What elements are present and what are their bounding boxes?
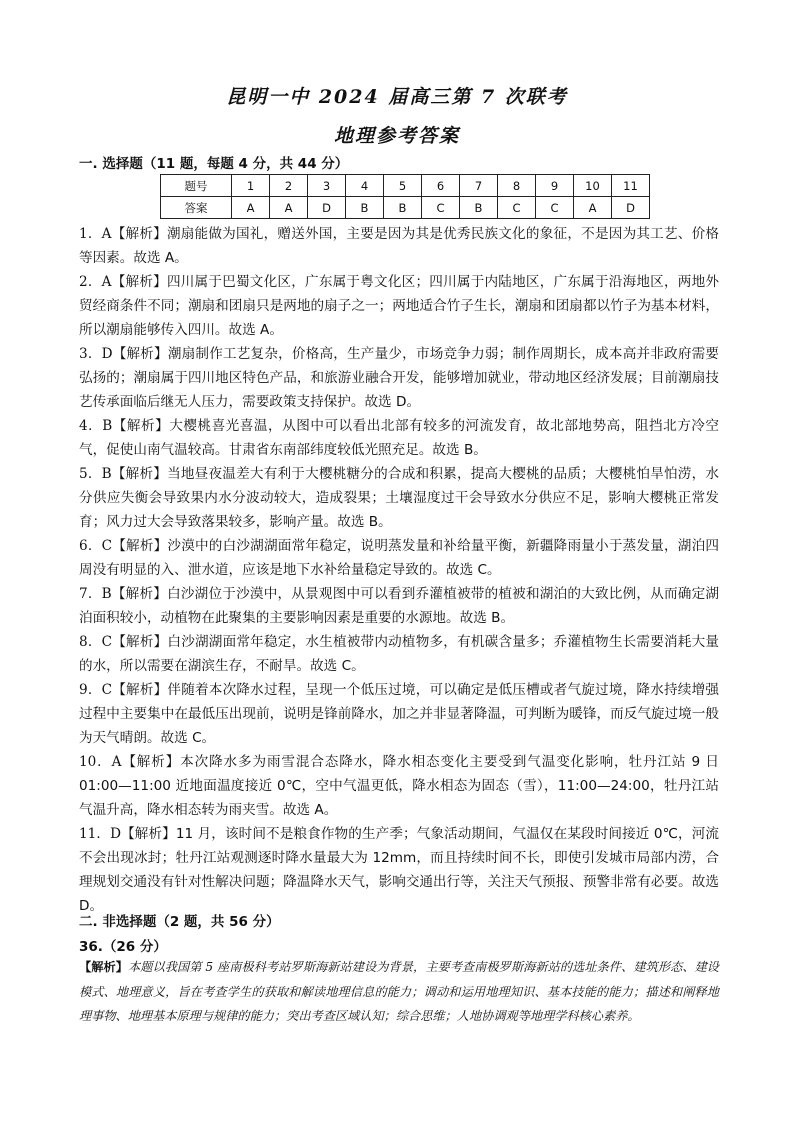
item-tag: 5．B【解析】 xyxy=(79,466,168,482)
answer-cell: C xyxy=(498,197,536,219)
explanation-item-8 xyxy=(79,630,719,678)
question-number: 10 xyxy=(574,175,612,197)
question-36-heading: 36.（26 分） xyxy=(79,939,167,955)
explanation-item-7 xyxy=(79,582,719,630)
question-36-analysis xyxy=(79,955,719,1029)
analysis-text: 本题以我国第 5 座南极科考站罗斯海新站建设为背景，主要考查南极罗斯海新站的选址条件、建筑形态、建设模式、地理意义，旨在考查学生的获取和解读地理信息的能力；调动和运用地理知识、基本技能的能力；描述和阐释地理事物、地理基本原理与规律的能力；突出考查区域认知；综合思维；人地协调观等地理学科核心素养。 xyxy=(79,960,719,1023)
answer-cell: B xyxy=(384,197,422,219)
section-1-heading: 一. 选择题（11 题，每题 4 分，共 44 分） xyxy=(79,156,349,172)
analysis-tag: 【解析】 xyxy=(79,960,128,974)
item-tag: 9．C【解析】 xyxy=(79,682,168,698)
question-number: 6 xyxy=(422,175,460,197)
explanation-item-6 xyxy=(79,534,719,582)
item-text: 白沙湖位于沙漠中，从景观图中可以看到乔灌植被带的植被和湖泊的大致比例，从而确定湖泊面积较小，动植物在此聚集的主要影响因素是重要的水源地。故选 B。 xyxy=(79,586,719,626)
answer-cell: C xyxy=(536,197,574,219)
item-tag: 3．D【解析】 xyxy=(79,346,168,362)
answer-table-number-row xyxy=(161,175,650,197)
explanation-item-9 xyxy=(79,678,719,750)
question-number: 11 xyxy=(612,175,650,197)
explanation-item-1 xyxy=(79,222,719,270)
question-number: 1 xyxy=(232,175,270,197)
item-tag: 7．B【解析】 xyxy=(79,586,168,602)
question-number: 7 xyxy=(460,175,498,197)
answer-cell: A xyxy=(270,197,308,219)
item-text: 潮扇能做为国礼，赠送外国，主要是因为其是优秀民族文化的象征，不是因为其工艺、价格等因素。故选 A。 xyxy=(79,226,720,266)
exam-title: 昆明一中 2024 届高三第 7 次联考 xyxy=(226,86,568,108)
item-tag: 4．B【解析】 xyxy=(79,418,170,434)
item-tag: 11．D【解析】 xyxy=(79,826,176,842)
question-number: 5 xyxy=(384,175,422,197)
answer-cell: D xyxy=(612,197,650,219)
item-tag: 2．A【解析】 xyxy=(79,274,167,290)
table-row-label: 答案 xyxy=(161,197,232,219)
item-text: 当地昼夜温差大有利于大樱桃糖分的合成和积累，提高大樱桃的品质；大樱桃怕旱怕涝，水分供应失衡会导致果内水分波动较大，造成裂果；土壤湿度过干会导致水分供应不足，影响大樱桃正常发育；风力过大会导致落果较多，影响产量。故选 B。 xyxy=(79,466,719,530)
question-number: 4 xyxy=(346,175,384,197)
exam-subtitle: 地理参考答案 xyxy=(333,125,460,147)
item-text: 伴随着本次降水过程，呈现一个低压过境，可以确定是低压槽或者气旋过境，降水持续增强过程中主要集中在最低压出现前，说明是锋前降水，加之并非显著降温，可判断为暖锋，而反气旋过境一般为天气晴朗。故选 C。 xyxy=(79,682,719,746)
item-tag: 1．A【解析】 xyxy=(79,226,167,242)
question-number: 9 xyxy=(536,175,574,197)
item-text: 大樱桃喜光喜温，从图中可以看出北部有较多的河流发育，故北部地势高，阻挡北方冷空气，促使山南气温较高。甘肃省东南部纬度较低光照充足。故选 B。 xyxy=(79,418,720,458)
item-tag: 8．C【解析】 xyxy=(79,634,168,650)
question-number: 8 xyxy=(498,175,536,197)
table-row-label: 题号 xyxy=(161,175,232,197)
question-number: 2 xyxy=(270,175,308,197)
answer-cell: D xyxy=(308,197,346,219)
explanation-item-2 xyxy=(79,270,719,342)
question-number: 3 xyxy=(308,175,346,197)
section-2-heading: 二. 非选择题（2 题，共 56 分） xyxy=(79,914,280,930)
item-text: 白沙湖湖面常年稳定，水生植被带内动植物多，有机碳含量多；乔灌植物生长需要消耗大量的水，所以需要在湖滨生存，不耐旱。故选 C。 xyxy=(79,634,719,674)
answer-cell: A xyxy=(574,197,612,219)
item-tag: 6．C【解析】 xyxy=(79,538,168,554)
item-tag: 10．A【解析】 xyxy=(79,754,181,770)
answer-cell: B xyxy=(460,197,498,219)
explanation-item-5 xyxy=(79,462,719,534)
explanation-item-11 xyxy=(79,822,719,918)
explanation-item-10 xyxy=(79,750,719,822)
answer-cell: A xyxy=(232,197,270,219)
item-text: 沙漠中的白沙湖湖面常年稳定，说明蒸发量和补给量平衡，新疆降雨量小于蒸发量，湖泊四周没有明显的入、泄水道，应该是地下水补给量稳定导致的。故选 C。 xyxy=(79,538,719,578)
answer-table-answer-row xyxy=(161,197,650,219)
item-text: 四川属于巴蜀文化区，广东属于粤文化区；四川属于内陆地区，广东属于沿海地区，两地外贸经商条件不同；潮扇和团扇只是两地的扇子之一；两地适合竹子生长，潮扇和团扇都以竹子为基本材料，所以潮扇能够传入四川。故选 A。 xyxy=(79,274,720,338)
item-text: 11 月，该时间不是粮食作物的生产季；气象活动期间，气温仅在某段时间接近 0℃，河流不会出现冰封；牡丹江站观测逐时降水量最大为 12mm，而且持续时间不长，即使引发城市局部内涝，合理规划交通没有针对性解决问题；降温降水天气，影响交通出行等，关注天气预报、预警非常有必要。故选 D。 xyxy=(79,826,719,914)
answer-table xyxy=(160,174,650,219)
item-text: 本次降水多为雨雪混合态降水，降水相态变化主要受到气温变化影响，牡丹江站 9 日 01:00—11:00 近地面温度接近 0℃，空中气温更低，降水相态为固态（雪），11:00—24:00，牡丹江站气温升高，降水相态转为雨夹雪。故选 A。 xyxy=(79,754,719,818)
item-text: 潮扇制作工艺复杂，价格高，生产量少，市场竞争力弱；制作周期长，成本高并非政府需要弘扬的；潮扇属于四川地区特色产品，和旅游业融合开发，能够增加就业，带动地区经济发展；目前潮扇技艺传承面临后继无人压力，需要政策支持保护。故选 D。 xyxy=(79,346,719,410)
explanation-item-3 xyxy=(79,342,719,414)
answer-cell: C xyxy=(422,197,460,219)
answer-cell: B xyxy=(346,197,384,219)
explanation-item-4 xyxy=(79,414,719,462)
